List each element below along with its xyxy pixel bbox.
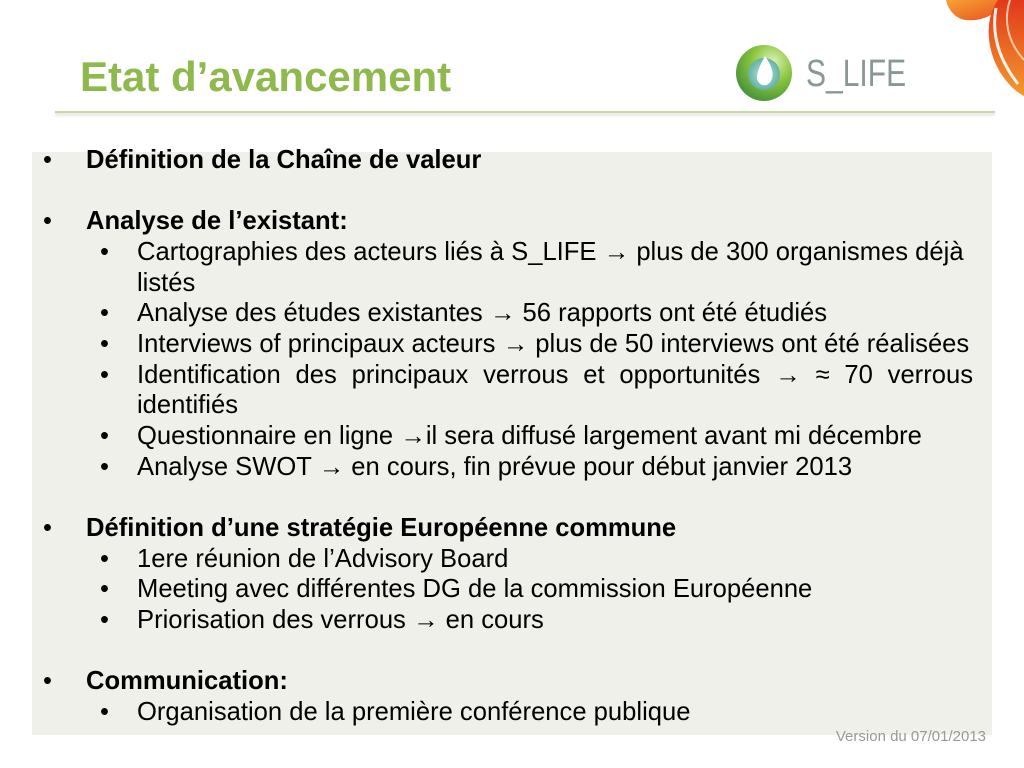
bullet-marker: • — [100, 329, 109, 358]
bullet-marker: • — [100, 237, 109, 266]
list-item-text: Analyse SWOT → en cours, fin prévue pour début janvier 2013 — [137, 452, 853, 481]
slide-title: Etat d’avancement — [80, 53, 452, 100]
bullet-marker: • — [43, 513, 52, 542]
list-item — [100, 544, 973, 575]
section-heading-text: Analyse de l’existant: — [86, 207, 348, 236]
section-communication — [0, 666, 1024, 727]
section-heading — [0, 206, 1024, 237]
list-item-text: Organisation de la première conférence publique — [137, 697, 691, 726]
section-existing-analysis — [0, 206, 1024, 482]
list-item-text: Meeting avec différentes DG de la commission Européenne — [137, 575, 813, 604]
section-heading — [0, 513, 1024, 544]
list-item-text: Analyse des études existantes → 56 rapports ont été étudiés — [137, 299, 828, 328]
list-item-text: Identification des principaux verrous et opportunités → ≈ 70 verrous identifiés — [137, 360, 973, 420]
section-value-chain — [0, 145, 1024, 176]
section-heading-text: Définition de la Chaîne de valeur — [86, 146, 482, 174]
bullet-marker: • — [43, 207, 52, 236]
list-item-text: Questionnaire en ligne →il sera diffusé largement avant mi décembre — [137, 421, 922, 450]
bullet-marker: • — [100, 360, 109, 389]
list-item — [100, 697, 973, 728]
section-heading — [0, 145, 1024, 176]
section-european-strategy — [0, 513, 1024, 636]
s-life-logo-icon — [734, 43, 794, 103]
list-item-text: Cartographies des acteurs liés à S_LIFE → plus de 300 organismes déjà listés — [137, 237, 964, 297]
section-heading-text: Définition d’une stratégie Européenne commune — [86, 513, 677, 542]
bullet-marker: • — [43, 146, 52, 174]
bullet-marker: • — [100, 575, 109, 604]
list-item — [100, 574, 973, 605]
list-item — [100, 237, 973, 298]
list-item — [100, 452, 973, 483]
bullet-marker: • — [100, 697, 109, 726]
section-heading-text: Communication: — [86, 667, 288, 696]
list-item-text: Priorisation des verrous → en cours — [137, 605, 544, 634]
list-item — [100, 605, 973, 636]
slide-content — [0, 145, 1024, 727]
logo-text: S_LIFE — [806, 53, 907, 95]
bullet-marker: • — [43, 667, 52, 696]
bullet-marker: • — [100, 452, 109, 481]
list-item-text: Interviews of principaux acteurs → plus de 50 interviews ont été réalisées — [137, 329, 970, 358]
version-footer: Version du 07/01/2013 — [835, 728, 986, 745]
corner-decoration — [940, 0, 1024, 100]
section-heading — [0, 666, 1024, 697]
bullet-marker: • — [100, 544, 109, 573]
list-item — [100, 421, 973, 452]
bullet-marker: • — [100, 421, 109, 450]
list-item-text: 1ere réunion de l’Advisory Board — [137, 544, 509, 573]
title-underline — [55, 111, 995, 113]
list-item — [100, 298, 973, 329]
list-item — [100, 360, 973, 421]
bullet-marker: • — [100, 605, 109, 634]
bullet-marker: • — [100, 299, 109, 328]
list-item — [100, 329, 973, 360]
